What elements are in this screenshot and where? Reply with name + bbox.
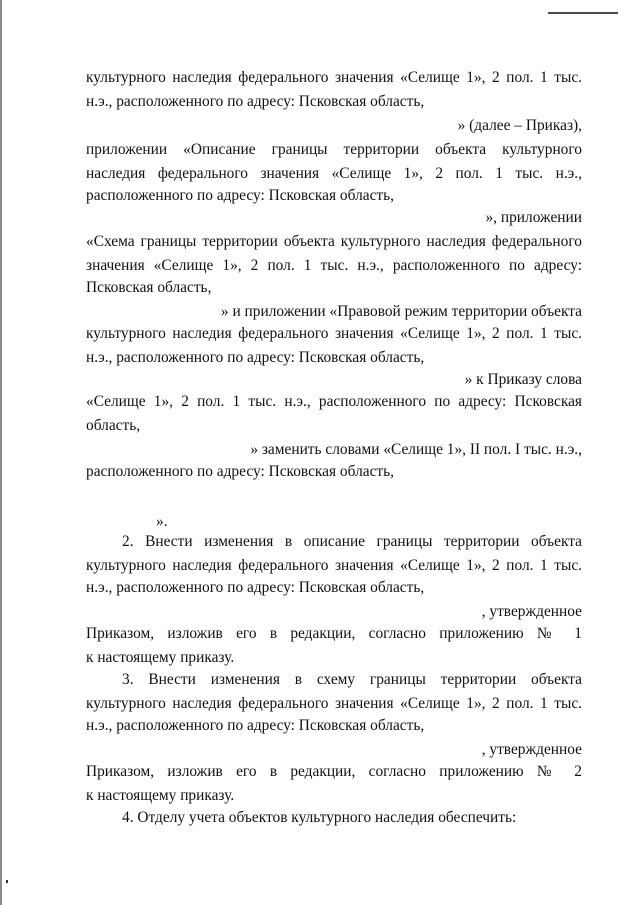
text-line: к настоящему приказу. <box>86 787 235 804</box>
text-line: » к Приказу слова <box>464 371 582 388</box>
text-line: культурного наследия федерального значения «Селище 1», 2 пол. 1 тыс. <box>86 695 582 712</box>
text-line: , утвержденное <box>481 741 582 758</box>
text-line: культурного наследия федерального значения «Селище 1», 2 пол. 1 тыс. <box>86 69 582 86</box>
text-line: н.э., расположенного по адресу: Псковская область, <box>86 349 425 366</box>
text-line: », приложении <box>485 209 582 226</box>
text-line: Псковская область, <box>86 279 212 296</box>
text-line: Приказом, изложив его в редакции, согласно приложению № 1 <box>86 625 582 642</box>
text-line: область, <box>86 417 141 434</box>
text-line: «Схема границы территории объекта культурного наследия федерального <box>86 233 582 250</box>
text-line: н.э., расположенного по адресу: Псковская область, <box>86 93 425 110</box>
text-line: наследия федерального значения «Селище 1», 2 пол. 1 тыс. н.э., <box>86 165 582 182</box>
text-line: к настоящему приказу. <box>86 649 235 666</box>
text-line: н.э., расположенного по адресу: Псковская область, <box>86 717 425 734</box>
text-line: » и приложении «Правовой режим территории объекта <box>220 303 582 320</box>
scan-artifact-top <box>548 12 618 14</box>
text-line: Приказом, изложив его в редакции, согласно приложению № 2 <box>86 763 582 780</box>
text-line: расположенного по адресу: Псковская область, <box>86 187 394 204</box>
text-line: значения «Селище 1», 2 пол. 1 тыс. н.э., расположенного по адресу: <box>86 257 582 274</box>
text-line: » (далее – Приказ), <box>457 117 582 134</box>
text-line: » заменить словами «Селище 1», II пол. I тыс. н.э., <box>250 441 582 458</box>
text-line: культурного наследия федерального значения «Селище 1», 2 пол. 1 тыс. <box>86 325 582 342</box>
text-line: культурного наследия федерального значения «Селище 1», 2 пол. 1 тыс. <box>86 557 582 574</box>
text-line: приложении «Описание границы территории объекта культурного <box>86 141 582 158</box>
text-line: 4. Отделу учета объектов культурного наследия обеспечить: <box>122 809 517 826</box>
text-line: н.э., расположенного по адресу: Псковская область, <box>86 579 425 596</box>
scan-artifact-dot <box>6 880 8 883</box>
text-line: расположенного по адресу: Псковская область, <box>86 463 394 480</box>
scan-artifact-left-edge <box>0 0 2 905</box>
text-line: ». <box>156 513 168 530</box>
text-line: 2. Внести изменения в описание границы территории объекта <box>122 533 582 550</box>
text-line: «Селище 1», 2 пол. 1 тыс. н.э., расположенного по адресу: Псковская <box>86 393 582 410</box>
text-line: 3. Внести изменения в схему границы территории объекта <box>122 671 582 688</box>
text-line: , утвержденное <box>481 603 582 620</box>
